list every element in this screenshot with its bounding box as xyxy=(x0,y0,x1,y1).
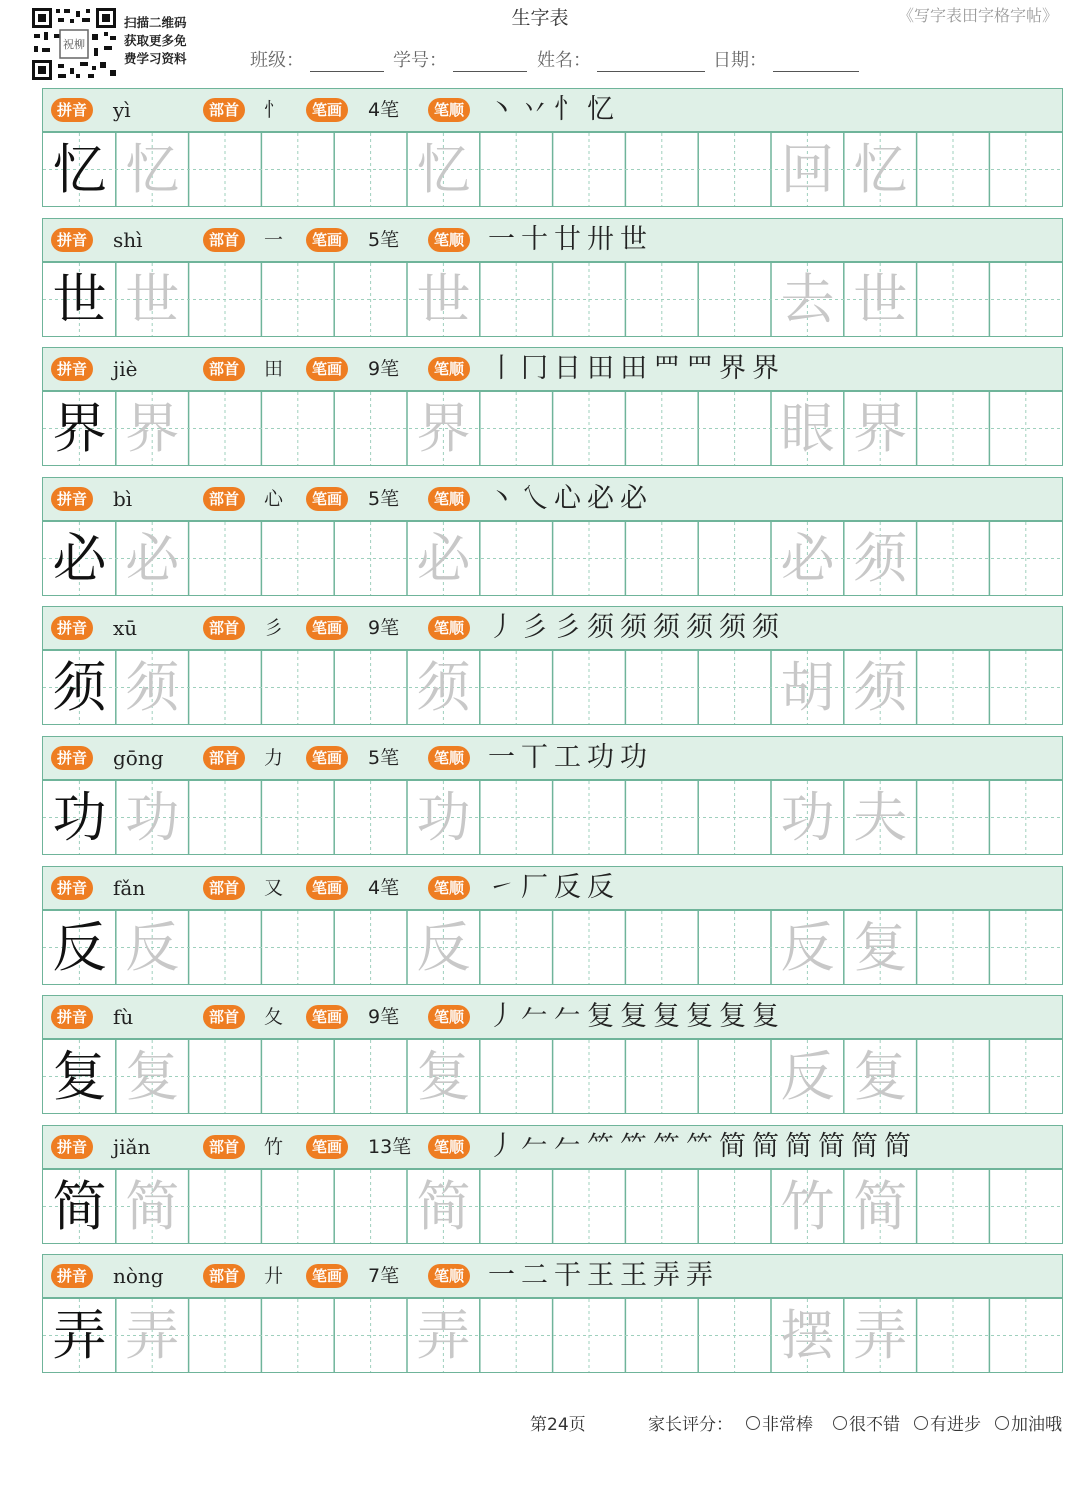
character-block xyxy=(42,477,1063,598)
character-info-row xyxy=(42,736,1063,780)
pinyin-badge: 拼音 xyxy=(51,98,93,122)
stroke-step: 功 xyxy=(620,742,647,773)
stroke-order-sequence xyxy=(488,1256,713,1296)
trace-character: 世 xyxy=(416,267,471,331)
stroke-count-value: 9笔 xyxy=(368,617,400,640)
word-character: 功 xyxy=(780,786,835,849)
word-character: 摆 xyxy=(780,1304,835,1368)
word-character: 必 xyxy=(780,526,835,590)
pinyin-value: xū xyxy=(113,616,138,641)
qr-caption-line: 获取更多免 xyxy=(124,33,187,48)
qr-caption-line: 费学习资料 xyxy=(124,51,187,66)
radical-value: 力 xyxy=(264,747,284,769)
stroke-step: 复 xyxy=(653,1001,680,1033)
stroke-step: 简 xyxy=(752,1130,779,1162)
stroke-step: 𠂉 xyxy=(521,1130,548,1162)
model-character: 界 xyxy=(52,397,107,461)
pinyin-value: jiè xyxy=(113,357,138,382)
radical-badge: 部首 xyxy=(203,1264,245,1288)
radical-badge: 部首 xyxy=(203,1135,245,1159)
radio-circle-icon xyxy=(995,1416,1009,1430)
stroke-step: 复 xyxy=(719,1001,746,1033)
stroke-order-badge: 笔顺 xyxy=(428,1135,470,1159)
stroke-step: 简 xyxy=(851,1130,878,1162)
character-block xyxy=(42,866,1063,987)
pinyin-value: jiǎn xyxy=(113,1134,151,1159)
writing-grid xyxy=(42,132,1063,207)
stroke-step: 田 xyxy=(587,353,614,385)
trace-character: 忆 xyxy=(416,138,471,201)
rating-option-improved[interactable] xyxy=(914,1410,981,1435)
radical-badge: 部首 xyxy=(203,746,245,770)
pinyin-badge: 拼音 xyxy=(51,228,93,252)
pinyin-badge: 拼音 xyxy=(51,1135,93,1159)
stroke-order-sequence xyxy=(488,220,647,260)
stroke-step: ㇀ xyxy=(488,871,515,903)
stroke-order-sequence xyxy=(488,608,779,648)
stroke-step: 干 xyxy=(554,1260,581,1292)
word-character: 须 xyxy=(853,656,908,720)
trace-character: 弄 xyxy=(416,1304,471,1368)
stroke-count-badge: 笔画 xyxy=(306,228,348,252)
stroke-step: 须 xyxy=(719,612,746,644)
stroke-count-value: 9笔 xyxy=(368,358,400,381)
character-block xyxy=(42,736,1063,857)
radical-badge: 部首 xyxy=(203,98,245,122)
student-id-field[interactable] xyxy=(393,46,527,72)
character-info-row xyxy=(42,995,1063,1039)
stroke-order-badge: 笔顺 xyxy=(428,616,470,640)
stroke-step: 一 xyxy=(488,223,515,255)
word-character: 界 xyxy=(853,397,908,461)
pinyin-value: shì xyxy=(113,227,143,252)
stroke-step: 丷 xyxy=(521,94,548,125)
radical-value: 心 xyxy=(264,487,284,510)
character-info-row xyxy=(42,88,1063,132)
pinyin-badge: 拼音 xyxy=(51,487,93,511)
writing-grid xyxy=(42,521,1063,596)
character-block xyxy=(42,347,1063,468)
stroke-step: 一 xyxy=(488,1260,515,1292)
stroke-step: 须 xyxy=(686,612,713,644)
stroke-count-value: 4笔 xyxy=(368,876,400,899)
page-subtitle: 《写字表田字格字帖》 xyxy=(897,6,1058,25)
pinyin-value: fǎn xyxy=(113,875,146,900)
stroke-order-badge: 笔顺 xyxy=(428,1005,470,1029)
student-id-field-label: 学号： xyxy=(393,50,447,71)
stroke-count-value: 5笔 xyxy=(368,747,400,769)
radical-value: 彡 xyxy=(264,617,284,640)
word-character: 忆 xyxy=(853,138,908,201)
stroke-step: 𠂉 xyxy=(521,1001,548,1033)
model-character: 须 xyxy=(52,656,107,720)
pinyin-badge: 拼音 xyxy=(51,357,93,381)
word-character: 须 xyxy=(853,526,908,590)
stroke-count-badge: 笔画 xyxy=(306,357,348,381)
class-field[interactable] xyxy=(250,46,384,72)
writing-grid xyxy=(42,391,1063,466)
model-character: 世 xyxy=(52,267,107,331)
stroke-step: 王 xyxy=(620,1260,647,1292)
pinyin-badge: 拼音 xyxy=(51,1005,93,1029)
trace-character: 反 xyxy=(125,915,180,979)
radio-circle-icon xyxy=(746,1416,760,1430)
character-block xyxy=(42,995,1063,1116)
model-character: 复 xyxy=(52,1045,107,1109)
stroke-step: 田 xyxy=(620,353,647,385)
word-character: 夫 xyxy=(853,786,908,849)
stroke-step: 复 xyxy=(752,1001,779,1033)
character-info-row xyxy=(42,347,1063,391)
rating-option-keep-going[interactable] xyxy=(995,1410,1062,1435)
stroke-count-badge: 笔画 xyxy=(306,1005,348,1029)
footer xyxy=(0,1410,1080,1450)
stroke-step: 十 xyxy=(521,223,548,255)
rating-option-label: 很不错 xyxy=(849,1415,900,1435)
trace-character: 简 xyxy=(416,1174,471,1238)
stroke-step: 丅 xyxy=(521,742,548,773)
stroke-step: 丿 xyxy=(488,1001,515,1033)
word-character: 去 xyxy=(780,267,835,331)
stroke-step: 功 xyxy=(587,742,614,773)
stroke-count-badge: 笔画 xyxy=(306,876,348,900)
stroke-count-value: 5笔 xyxy=(368,487,400,510)
trace-character: 界 xyxy=(416,397,471,461)
stroke-step: 彡 xyxy=(521,612,548,644)
radical-value: 田 xyxy=(264,358,284,381)
date-field[interactable] xyxy=(713,46,859,72)
page-title: 生字表 xyxy=(511,7,569,29)
rating-option-good[interactable] xyxy=(833,1410,900,1435)
stroke-step: 厂 xyxy=(521,871,548,903)
stroke-step: 弄 xyxy=(686,1260,713,1292)
character-block xyxy=(42,1125,1063,1246)
stroke-step: 须 xyxy=(752,612,779,644)
stroke-step: 弄 xyxy=(653,1260,680,1292)
character-block xyxy=(42,606,1063,727)
stroke-step: 丿 xyxy=(488,612,515,644)
rating-option-label: 非常棒 xyxy=(762,1415,813,1435)
character-block xyxy=(42,1254,1063,1375)
word-character: 复 xyxy=(853,1045,908,1109)
stroke-step: 反 xyxy=(554,871,581,903)
stroke-count-value: 9笔 xyxy=(368,1006,400,1029)
stroke-order-badge: 笔顺 xyxy=(428,228,470,252)
stroke-step: 王 xyxy=(587,1260,614,1292)
name-field[interactable] xyxy=(537,46,705,72)
pinyin-badge: 拼音 xyxy=(51,876,93,900)
stroke-count-value: 4笔 xyxy=(368,99,400,121)
stroke-step: 简 xyxy=(818,1130,845,1162)
pinyin-value: gōng xyxy=(113,746,164,770)
stroke-step: 复 xyxy=(686,1001,713,1033)
model-character: 必 xyxy=(52,526,107,590)
character-info-row xyxy=(42,218,1063,262)
stroke-step: 须 xyxy=(587,612,614,644)
stroke-order-sequence xyxy=(488,349,779,389)
writing-grid xyxy=(42,650,1063,725)
stroke-step: 反 xyxy=(587,871,614,903)
stroke-step: 忆 xyxy=(587,94,614,125)
stroke-order-sequence xyxy=(488,479,647,519)
radical-badge: 部首 xyxy=(203,487,245,511)
writing-grid xyxy=(42,780,1063,855)
stroke-step: 简 xyxy=(785,1130,812,1162)
radical-value: 一 xyxy=(264,228,284,251)
trace-character: 须 xyxy=(125,656,180,720)
stroke-count-value: 7笔 xyxy=(368,1265,400,1288)
writing-grid xyxy=(42,910,1063,985)
trace-character: 忆 xyxy=(125,138,180,201)
pinyin-value: nòng xyxy=(113,1264,164,1289)
pinyin-value: yì xyxy=(113,98,131,122)
word-character: 眼 xyxy=(780,397,835,461)
stroke-count-badge: 笔画 xyxy=(306,616,348,640)
radical-badge: 部首 xyxy=(203,876,245,900)
stroke-step: 丨 xyxy=(488,353,515,385)
word-character: 胡 xyxy=(780,656,835,720)
trace-character: 必 xyxy=(416,526,471,590)
stroke-order-sequence xyxy=(488,868,614,908)
stroke-step: ⺮ xyxy=(620,1130,647,1162)
radical-value: 夂 xyxy=(264,1006,284,1029)
stroke-step: 必 xyxy=(587,482,614,514)
trace-character: 功 xyxy=(416,786,471,849)
trace-character: 界 xyxy=(125,397,180,461)
radical-value: 廾 xyxy=(264,1265,284,1288)
stroke-step: 复 xyxy=(620,1001,647,1033)
pinyin-badge: 拼音 xyxy=(51,616,93,640)
stroke-order-badge: 笔顺 xyxy=(428,746,470,770)
stroke-step: 工 xyxy=(554,742,581,773)
trace-character: 反 xyxy=(416,915,471,979)
stroke-order-sequence xyxy=(488,997,779,1037)
radical-value: 忄 xyxy=(264,99,284,121)
stroke-step: ⺮ xyxy=(587,1130,614,1162)
stroke-step: 丿 xyxy=(488,1130,515,1162)
model-character: 简 xyxy=(52,1174,107,1238)
character-info-row xyxy=(42,1125,1063,1169)
writing-grid xyxy=(42,1039,1063,1114)
stroke-order-sequence xyxy=(488,90,614,130)
stroke-count-value: 13笔 xyxy=(368,1135,412,1158)
stroke-step: ⺮ xyxy=(686,1130,713,1162)
stroke-count-badge: 笔画 xyxy=(306,1264,348,1288)
radical-badge: 部首 xyxy=(203,357,245,381)
trace-character: 功 xyxy=(125,786,180,849)
trace-character: 简 xyxy=(125,1174,180,1238)
stroke-step: 忄 xyxy=(554,94,581,125)
stroke-step: 一 xyxy=(488,742,515,773)
stroke-step: 世 xyxy=(620,223,647,255)
model-character: 功 xyxy=(52,786,107,849)
stroke-step: 𠂉 xyxy=(554,1001,581,1033)
stroke-step: 丶 xyxy=(488,482,515,514)
rating-option-label: 有进步 xyxy=(930,1415,981,1435)
writing-grid xyxy=(42,1169,1063,1244)
stroke-step: 乀 xyxy=(521,482,548,514)
stroke-count-badge: 笔画 xyxy=(306,98,348,122)
stroke-step: 界 xyxy=(719,353,746,385)
character-info-row xyxy=(42,606,1063,650)
pinyin-value: fù xyxy=(113,1005,134,1030)
stroke-step: 界 xyxy=(752,353,779,385)
stroke-order-badge: 笔顺 xyxy=(428,876,470,900)
model-character: 忆 xyxy=(52,138,107,201)
page-number: 第24页 xyxy=(530,1415,586,1435)
trace-character: 复 xyxy=(125,1045,180,1109)
trace-character: 世 xyxy=(125,267,180,331)
stroke-count-value: 5笔 xyxy=(368,228,400,251)
word-character: 反 xyxy=(780,1045,835,1109)
parent-rating-label: 家长评分： xyxy=(648,1415,733,1435)
trace-character: 必 xyxy=(125,526,180,590)
stroke-order-badge: 笔顺 xyxy=(428,487,470,511)
word-character: 世 xyxy=(853,267,908,331)
stroke-order-badge: 笔顺 xyxy=(428,98,470,122)
stroke-step: 日 xyxy=(554,353,581,385)
name-field-label: 姓名： xyxy=(537,50,591,71)
radical-badge: 部首 xyxy=(203,616,245,640)
stroke-count-badge: 笔画 xyxy=(306,487,348,511)
stroke-step: 卅 xyxy=(587,223,614,255)
writing-grid xyxy=(42,262,1063,337)
trace-character: 复 xyxy=(416,1045,471,1109)
radical-value: 竹 xyxy=(264,1135,284,1158)
date-field-label: 日期： xyxy=(713,50,767,71)
model-character: 反 xyxy=(52,915,107,979)
qr-center-label: 祝柳 xyxy=(63,38,85,51)
radical-badge: 部首 xyxy=(203,1005,245,1029)
writing-grid xyxy=(42,1298,1063,1373)
pinyin-badge: 拼音 xyxy=(51,746,93,770)
header xyxy=(0,0,1080,88)
stroke-step: 罒 xyxy=(686,353,713,385)
radio-circle-icon xyxy=(833,1416,847,1430)
character-info-row xyxy=(42,1254,1063,1298)
radio-circle-icon xyxy=(914,1416,928,1430)
stroke-order-sequence xyxy=(488,738,647,778)
stroke-step: 𠂉 xyxy=(554,1130,581,1162)
stroke-step: 彡 xyxy=(554,612,581,644)
stroke-step: 廿 xyxy=(554,223,581,255)
qr-caption-line: 扫描二维码 xyxy=(124,15,187,30)
word-character: 竹 xyxy=(780,1174,835,1238)
stroke-count-badge: 笔画 xyxy=(306,1135,348,1159)
radical-value: 又 xyxy=(264,876,284,899)
stroke-step: 二 xyxy=(521,1260,548,1292)
stroke-step: 罒 xyxy=(653,353,680,385)
stroke-order-badge: 笔顺 xyxy=(428,357,470,381)
stroke-step: ⺮ xyxy=(653,1130,680,1162)
radical-badge: 部首 xyxy=(203,228,245,252)
stroke-step: 须 xyxy=(620,612,647,644)
stroke-step: 复 xyxy=(587,1001,614,1033)
character-block xyxy=(42,88,1063,209)
stroke-order-sequence xyxy=(488,1127,911,1167)
trace-character: 弄 xyxy=(125,1304,180,1368)
class-field-label: 班级： xyxy=(250,50,304,71)
stroke-step: 必 xyxy=(620,482,647,514)
stroke-step: 简 xyxy=(884,1130,911,1162)
word-character: 简 xyxy=(853,1174,908,1238)
word-character: 反 xyxy=(780,915,835,979)
pinyin-value: bì xyxy=(113,486,133,511)
stroke-step: 须 xyxy=(653,612,680,644)
word-character: 回 xyxy=(780,138,835,201)
stroke-step: 丶 xyxy=(488,94,515,125)
stroke-step: 冂 xyxy=(521,353,548,385)
model-character: 弄 xyxy=(52,1304,107,1368)
character-info-row xyxy=(42,866,1063,910)
stroke-count-badge: 笔画 xyxy=(306,746,348,770)
rating-option-excellent[interactable] xyxy=(746,1410,813,1435)
word-character: 复 xyxy=(853,915,908,979)
trace-character: 须 xyxy=(416,656,471,720)
stroke-step: 简 xyxy=(719,1130,746,1162)
word-character: 弄 xyxy=(853,1304,908,1368)
pinyin-badge: 拼音 xyxy=(51,1264,93,1288)
character-block xyxy=(42,218,1063,339)
stroke-order-badge: 笔顺 xyxy=(428,1264,470,1288)
stroke-step: 心 xyxy=(554,482,581,514)
character-info-row xyxy=(42,477,1063,521)
rating-option-label: 加油哦 xyxy=(1011,1415,1062,1435)
